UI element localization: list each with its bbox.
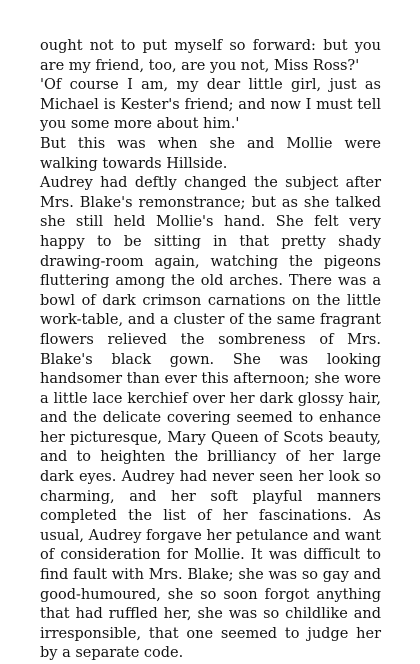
page-body	[40, 37, 381, 664]
paragraph: Audrey had deftly changed the subject after Mrs. Blake's remonstrance; but as she talked she still held Mollie's hand. She felt very happy to be sitting in that pretty shady drawing-room again, watching the pigeons fluttering among the old arches. There was a bowl of dark crimson carnations on the little work-table, and a cluster of the same fragrant flowers relieved the sombreness of Mrs. Blake's black gown. She was looking handsomer than ever this afternoon; she wore a little lace kerchief over her dark glossy hair, and the delicate covering seemed to enhance her picturesque, Mary Queen of Scots beauty, and to heighten the brilliancy of her large dark eyes. Audrey had never seen her look so charming, and her soft playful manners completed the list of her fascinations. As usual, Audrey forgave her petulance and want of consideration for Mollie. It was difficult to find fault with Mrs. Blake; she was so gay and good-humoured, she so soon forgot anything that had ruffled her, she was so childlike and irresponsible, that one seemed to judge her by a separate code.	[40, 175, 381, 662]
paragraph: But this was when she and Mollie were walking towards Hillside.	[40, 135, 381, 172]
paragraph: 'Of course I am, my dear little girl, just as Michael is Kester's friend; and now I must tell you some more about him.'	[40, 77, 381, 133]
paragraph: ought not to put myself so forward: but you are my friend, too, are you not, Miss Ross?'	[40, 38, 381, 74]
